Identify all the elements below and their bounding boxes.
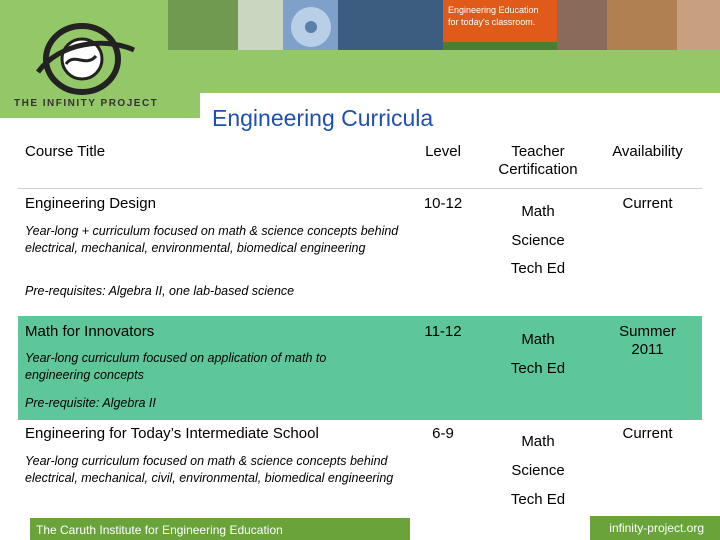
course-description: Year-long curriculum focused on math & science concepts behind electrical, mechanical, civil, environmental, biomedical engineering bbox=[25, 454, 394, 485]
table-header-row bbox=[18, 137, 702, 189]
photo-tile bbox=[677, 0, 720, 50]
footer-institute: The Caruth Institute for Engineering Education bbox=[30, 518, 410, 540]
photo-tile bbox=[557, 0, 607, 50]
course-level: 10-12 bbox=[423, 195, 463, 212]
table-row bbox=[18, 190, 702, 313]
certification-item: Math bbox=[521, 203, 555, 220]
certification-item: Tech Ed bbox=[510, 360, 566, 377]
photo-tile bbox=[607, 0, 677, 50]
certification-item: Math bbox=[521, 331, 555, 348]
column-header-level: Level bbox=[425, 143, 461, 160]
course-title: Math for Innovators bbox=[25, 323, 155, 340]
photo-tile bbox=[238, 0, 283, 50]
certification-item: Tech Ed bbox=[510, 260, 566, 277]
table-row bbox=[18, 421, 702, 519]
table-row bbox=[18, 316, 702, 420]
course-title: Engineering Design bbox=[25, 195, 156, 212]
course-availability: Summer 2011 bbox=[619, 323, 676, 358]
cd-icon bbox=[283, 0, 338, 50]
column-header-course: Course Title bbox=[25, 143, 106, 160]
certification-item: Science bbox=[511, 462, 565, 479]
course-level: 6-9 bbox=[432, 425, 454, 442]
infinity-logo-icon bbox=[30, 12, 140, 102]
course-availability: Current bbox=[622, 195, 673, 212]
course-description: Year-long curriculum focused on application of math to engineering concepts bbox=[25, 351, 327, 382]
course-level: 11-12 bbox=[424, 323, 462, 340]
certification-item: Tech Ed bbox=[510, 491, 566, 508]
tagline-line1: Engineering Education bbox=[448, 5, 539, 15]
logo-text: THE INFINITY PROJECT bbox=[14, 98, 159, 109]
column-header-certification: Teacher Certification bbox=[498, 143, 578, 178]
course-title: Engineering for Today’s Intermediate School bbox=[25, 425, 319, 442]
course-availability: Current bbox=[622, 425, 673, 442]
photo-tile bbox=[168, 0, 238, 50]
photo-tile bbox=[338, 0, 443, 50]
certification-item: Math bbox=[521, 433, 555, 450]
course-prereq: Pre-requisite: Algebra II bbox=[25, 396, 156, 410]
slide-header bbox=[0, 0, 720, 135]
course-prereq: Pre-requisites: Algebra II, one lab-based science bbox=[25, 284, 295, 298]
tagline-line2: for today's classroom. bbox=[448, 17, 536, 27]
page-title: Engineering Curricula bbox=[212, 105, 434, 131]
column-header-availability: Availability bbox=[612, 143, 683, 160]
photo-tile bbox=[283, 0, 338, 50]
certification-item: Science bbox=[511, 232, 565, 249]
tagline-box bbox=[443, 0, 557, 42]
course-description: Year-long + curriculum focused on math & science concepts behind electrical, mechanical, environmental, biomedical engineering bbox=[25, 224, 399, 255]
footer-website-link[interactable]: infinity-project.org bbox=[590, 516, 720, 540]
